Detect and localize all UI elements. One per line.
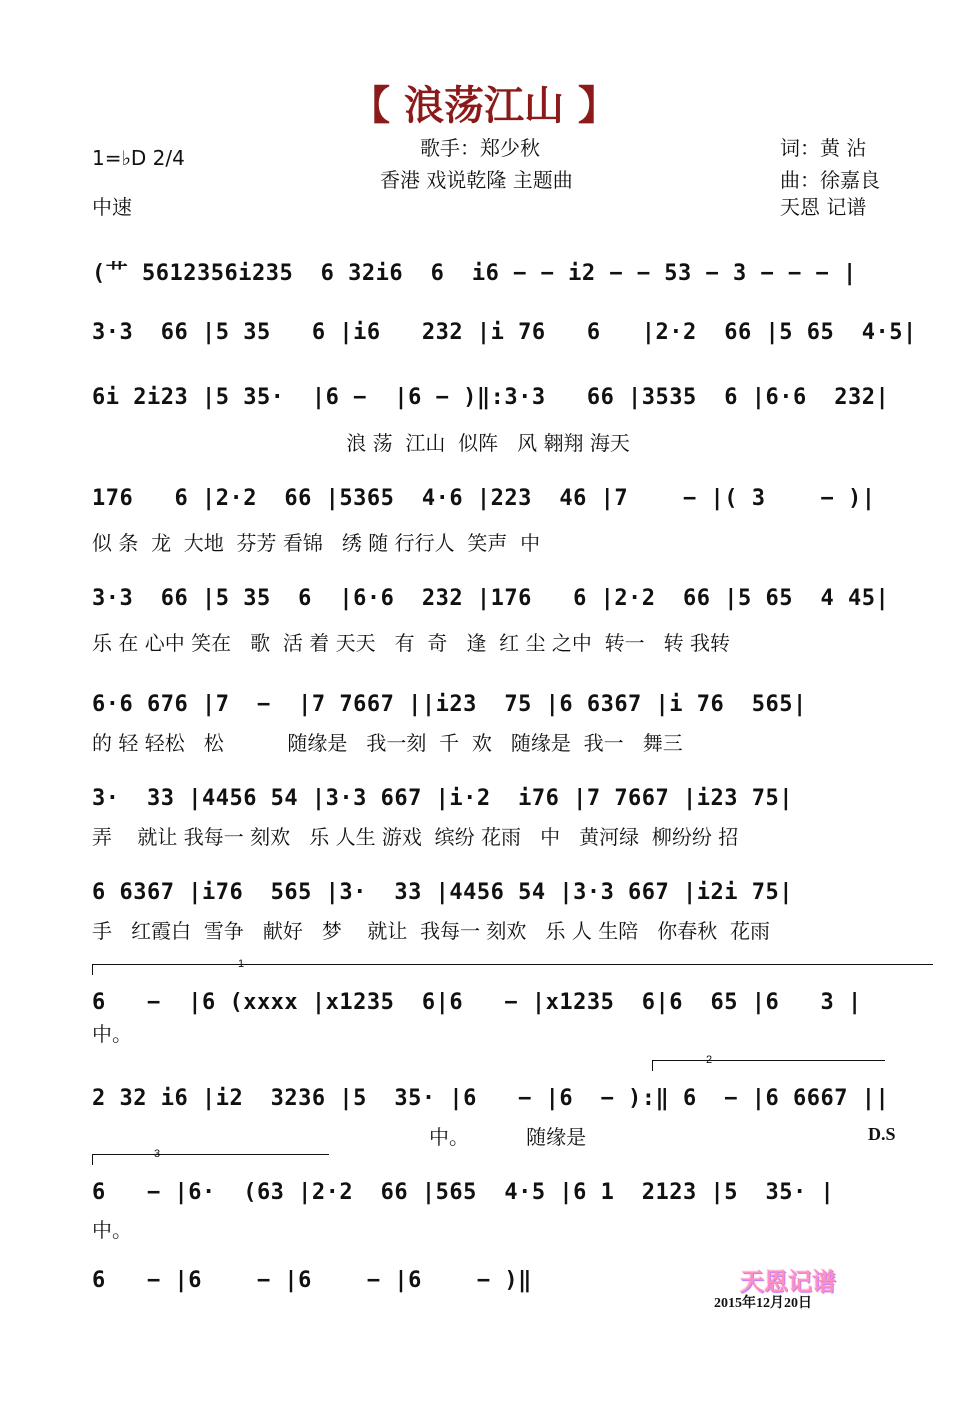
transcription-date: 2015年12月20日 [714, 1296, 812, 1311]
score-title: 【 浪荡江山 】 [350, 83, 618, 129]
notation-line-4: 176 6 |2·2 66 |5365 4·6 |223 46 |7 − |( 3 − )| [92, 486, 876, 511]
lyric-line-11: 中。 [92, 1218, 132, 1242]
dal-segno-marking: D.S [868, 1124, 896, 1144]
notation-line-8: 6 6367 |i76 565 |3· 33 |4456 54 |3·3 667 |i2i 75| [92, 880, 794, 905]
lyric-line-8: 手 红霞白 雪争 献好 梦 就让 我每一 刻欢 乐 人 生陪 你春秋 花雨 [92, 919, 771, 943]
volta-bracket-3 [92, 1154, 329, 1165]
lyricist-credit: 词：黄 沾 [780, 136, 867, 160]
volta-number-2: 2 [706, 1054, 713, 1066]
volta-number-3: 3 [154, 1148, 161, 1160]
lyric-line-6: 的 轻 轻松 松 随缘是 我一刻 千 欢 随缘是 我一 舞三 [92, 731, 683, 755]
source-credit: 香港 戏说乾隆 主题曲 [380, 168, 573, 192]
notation-line-9: 6 − |6 (xxxx |x1235 6|6 − |x1235 6|6 65 |6 3 | [92, 990, 862, 1015]
notation-line-12: 6 − |6 − |6 − |6 − )‖ [92, 1268, 532, 1293]
singer-credit: 歌手：郑少秋 [420, 136, 540, 160]
transcriber-credit: 天恩 记谱 [780, 195, 867, 219]
notation-line-3: 6i 2i23 |5 35· |6 − |6 − )‖:3·3 66 |3535 6 |6·6 232| [92, 385, 890, 410]
composer-credit: 曲：徐嘉良 [780, 168, 880, 192]
notation-line-6: 6·6 676 |7 − |7 7667 ||i23 75 |6 6367 |i 76 565| [92, 692, 807, 717]
notation-line-7: 3· 33 |4456 54 |3·3 667 |i·2 i76 |7 7667 |i23 75| [92, 786, 794, 811]
notation-line-11: 6 − |6· (63 |2·2 66 |565 4·5 |6 1 2123 |5 35· | [92, 1180, 835, 1205]
key-signature: 1=♭D 2/4 [92, 146, 185, 170]
lyric-line-4: 似 条 龙 大地 芬芳 看锦 绣 随 行行人 笑声 中 [92, 531, 541, 555]
notation-line-1: (艹 5612356i235 6 32i6 6 i6 − − i2 − − 53 − 3 − − − | [92, 261, 857, 286]
lyric-line-7: 弄 就让 我每一 刻欢 乐 人生 游戏 缤纷 花雨 中 黄河绿 柳纷纷 招 [92, 825, 739, 849]
notation-line-10: 2 32 i6 |i2 3236 |5 35· |6 − |6 − ):‖ 6 − |6 6667 || [92, 1086, 890, 1111]
volta-bracket-2 [652, 1060, 885, 1071]
lyric-line-5: 乐 在 心中 笑在 歌 活 着 天天 有 奇 逢 红 尘 之中 转一 转 我转 [92, 631, 731, 655]
lyric-line-3: 浪 荡 江山 似阵 风 翱翔 海天 [92, 431, 630, 455]
tempo-marking: 中速 [92, 195, 132, 219]
notation-line-2: 3·3 66 |5 35 6 |i6 232 |i 76 6 |2·2 66 |5 65 4·5| [92, 320, 917, 345]
lyric-line-10: 中。 随缘是 [92, 1125, 587, 1149]
volta-number-1: 1 [238, 958, 245, 970]
notation-line-5: 3·3 66 |5 35 6 |6·6 232 |176 6 |2·2 66 |5 65 4 45| [92, 586, 890, 611]
transcriber-signature: 天恩记谱 [740, 1270, 836, 1296]
lyric-line-9: 中。 [92, 1022, 132, 1046]
volta-bracket-1 [92, 964, 933, 975]
